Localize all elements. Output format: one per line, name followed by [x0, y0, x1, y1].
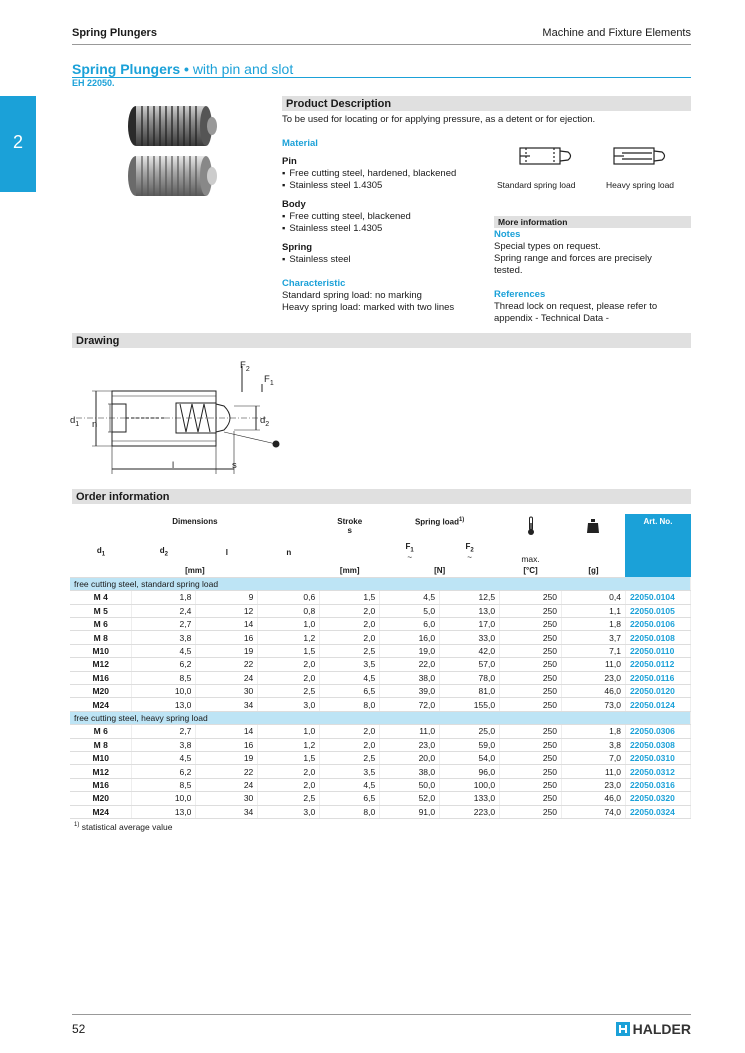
table-cell: 250 [500, 778, 562, 791]
table-cell: 6,5 [320, 685, 380, 698]
running-header-section: Machine and Fixture Elements [542, 27, 691, 39]
table-cell: 2,4 [132, 604, 196, 617]
notes-heading: Notes [494, 229, 521, 240]
article-number-link[interactable]: 22050.0324 [625, 805, 690, 818]
header-spring-load: Spring load$^{1)}$ [414, 517, 465, 527]
table-cell: 96,0 [440, 765, 500, 778]
table-cell: 2,0 [320, 604, 380, 617]
table-cell: 19 [196, 644, 258, 657]
table-cell: M 8 [70, 738, 132, 751]
table-row [70, 671, 691, 684]
table-cell: 250 [500, 658, 562, 671]
body-item: ▪ Free cutting steel, blackened [282, 211, 487, 223]
notes-line: Special types on request. [494, 241, 601, 252]
material-block [282, 138, 487, 314]
table-cell: M12 [70, 658, 132, 671]
header-dimensions: Dimensions [172, 517, 218, 526]
table-row [70, 644, 691, 657]
table-row [70, 792, 691, 805]
references-line: Thread lock on request, please refer to [494, 301, 658, 312]
table-cell: M12 [70, 765, 132, 778]
table-row [70, 778, 691, 791]
article-number-link[interactable]: 22050.0106 [625, 618, 690, 631]
table-cell: 1,5 [258, 751, 320, 764]
table-cell: 13,0 [132, 805, 196, 818]
table-cell: 250 [500, 591, 562, 604]
table-cell: 25,0 [440, 725, 500, 738]
table-cell: 6,2 [132, 765, 196, 778]
table-cell: 8,5 [132, 778, 196, 791]
chapter-tab[interactable]: 2 [0, 96, 36, 192]
table-cell: 23,0 [380, 738, 440, 751]
header-n: n [286, 547, 292, 557]
spring-heading: Spring [282, 242, 313, 253]
article-number-link[interactable]: 22050.0310 [625, 751, 690, 764]
table-cell: 22 [196, 765, 258, 778]
label-l: l [172, 460, 175, 471]
table-cell: 250 [500, 671, 562, 684]
material-heading: Material [282, 138, 318, 149]
table-row [70, 604, 691, 617]
footer-rule [72, 1014, 691, 1015]
product-photo [118, 98, 233, 206]
table-cell: 2,0 [258, 765, 320, 778]
more-information-block [494, 229, 691, 325]
table-cell: M 5 [70, 604, 132, 617]
table-cell: 54,0 [440, 751, 500, 764]
table-cell: 4,5 [132, 644, 196, 657]
table-cell: 8,0 [320, 698, 380, 711]
table-cell: 81,0 [440, 685, 500, 698]
header-f1: $F_1$ ~ [405, 541, 414, 563]
table-cell: 3,0 [258, 805, 320, 818]
table-cell: M 6 [70, 618, 132, 631]
header-rule [72, 44, 691, 45]
brand-name: HALDER [632, 1021, 691, 1037]
table-cell: 1,2 [258, 738, 320, 751]
table-cell: 12 [196, 604, 258, 617]
table-cell: 46,0 [562, 792, 626, 805]
table-cell: 2,0 [258, 671, 320, 684]
table-cell: 3,5 [320, 658, 380, 671]
table-cell: 250 [500, 604, 562, 617]
notes-line: Spring range and forces are precisely [494, 253, 652, 264]
standard-load-caption: Standard spring load [497, 180, 576, 190]
table-row [70, 698, 691, 711]
group-header-row [70, 711, 691, 724]
table-row [70, 658, 691, 671]
table-cell: M 8 [70, 631, 132, 644]
product-code: EH 22050. [72, 78, 115, 88]
table-cell: 7,1 [562, 644, 626, 657]
table-cell: 2,7 [132, 618, 196, 631]
table-cell: 3,8 [132, 738, 196, 751]
article-number-link[interactable]: 22050.0320 [625, 792, 690, 805]
table-cell: 59,0 [440, 738, 500, 751]
table-cell: 11,0 [380, 725, 440, 738]
table-cell: 39,0 [380, 685, 440, 698]
table-cell: M10 [70, 751, 132, 764]
table-cell: 72,0 [380, 698, 440, 711]
table-cell: 4,5 [320, 671, 380, 684]
order-table-body [70, 577, 691, 818]
table-cell: M16 [70, 778, 132, 791]
header-d1: $d_1$ [96, 546, 106, 558]
table-footnote: $^{1)}$ statistical average value [74, 821, 173, 832]
table-header-row-2 [70, 540, 691, 564]
notes-line: tested. [494, 265, 523, 276]
table-cell: 1,5 [258, 644, 320, 657]
table-cell: 1,5 [320, 591, 380, 604]
table-cell: 16 [196, 631, 258, 644]
pin-item: ▪ Stainless steel 1.4305 [282, 180, 487, 192]
table-cell: 2,5 [320, 751, 380, 764]
table-cell: M20 [70, 685, 132, 698]
heavy-load-icon [614, 148, 665, 164]
table-cell: 0,4 [562, 591, 626, 604]
table-cell: 74,0 [562, 805, 626, 818]
table-cell: 14 [196, 618, 258, 631]
label-n: n [92, 419, 98, 430]
table-row [70, 631, 691, 644]
table-cell: 24 [196, 778, 258, 791]
table-row [70, 618, 691, 631]
more-information-heading: More information [494, 216, 691, 228]
table-cell: 3,7 [562, 631, 626, 644]
table-cell: 13,0 [132, 698, 196, 711]
spring-load-marking-icons [518, 143, 690, 171]
table-cell: 1,8 [562, 725, 626, 738]
table-cell: 2,0 [320, 618, 380, 631]
table-cell: 9 [196, 591, 258, 604]
table-cell: M 6 [70, 725, 132, 738]
header-max: max. [521, 554, 540, 564]
table-cell: 2,0 [258, 658, 320, 671]
table-cell: 1,8 [132, 591, 196, 604]
table-cell: 20,0 [380, 751, 440, 764]
group-label: free cutting steel, standard spring load [70, 577, 691, 590]
table-cell: 250 [500, 725, 562, 738]
table-cell: 33,0 [440, 631, 500, 644]
table-cell: 250 [500, 805, 562, 818]
table-header-row-1 [70, 514, 691, 540]
table-row [70, 725, 691, 738]
table-cell: 14 [196, 725, 258, 738]
table-cell: M10 [70, 644, 132, 657]
table-row [70, 751, 691, 764]
table-cell: 250 [500, 738, 562, 751]
label-f1: $F_1$ [264, 374, 274, 387]
temperature-icon [500, 514, 562, 540]
article-number-link[interactable]: 22050.0112 [625, 658, 690, 671]
label-s: s [232, 460, 237, 471]
table-cell: 6,5 [320, 792, 380, 805]
table-cell: 250 [500, 792, 562, 805]
references-line: appendix - Technical Data - [494, 313, 609, 324]
table-cell: 3,8 [132, 631, 196, 644]
table-cell: 3,0 [258, 698, 320, 711]
title-sub: with pin and slot [192, 61, 294, 77]
table-cell: 6,2 [132, 658, 196, 671]
article-number-link[interactable]: 22050.0108 [625, 631, 690, 644]
table-cell: 4,5 [380, 591, 440, 604]
header-unit-C: [°C] [500, 564, 562, 577]
product-description-heading: Product Description [282, 96, 691, 111]
table-cell: 4,5 [132, 751, 196, 764]
table-cell: 250 [500, 765, 562, 778]
group-label: free cutting steel, heavy spring load [70, 711, 691, 724]
header-unit-g: [g] [562, 564, 626, 577]
table-cell: 5,0 [380, 604, 440, 617]
header-unit-stroke-mm: [mm] [320, 564, 380, 577]
title-rule [72, 77, 691, 78]
article-number-link[interactable]: 22050.0110 [625, 644, 690, 657]
table-cell: 24 [196, 671, 258, 684]
table-cell: 3,8 [562, 738, 626, 751]
table-row [70, 738, 691, 751]
table-cell: 30 [196, 685, 258, 698]
header-art-no: Art. No. [625, 514, 690, 577]
table-cell: M24 [70, 698, 132, 711]
table-cell: 57,0 [440, 658, 500, 671]
label-d2: $d_2$ [260, 415, 270, 428]
header-stroke: Stroke s [337, 517, 363, 535]
table-cell: 19,0 [380, 644, 440, 657]
table-cell: 250 [500, 618, 562, 631]
table-cell: 34 [196, 698, 258, 711]
table-cell: 16 [196, 738, 258, 751]
running-header-title: Spring Plungers [72, 27, 157, 39]
characteristic-line: Standard spring load: no marking [282, 290, 422, 301]
table-cell: M16 [70, 671, 132, 684]
table-cell: 8,0 [320, 805, 380, 818]
header-d2: $d_2$ [159, 546, 169, 558]
header-unit-mm: [mm] [70, 564, 320, 577]
table-cell: 2,0 [320, 738, 380, 751]
order-table-wrapper [70, 514, 691, 832]
table-cell: 52,0 [380, 792, 440, 805]
table-cell: 1,0 [258, 725, 320, 738]
table-row [70, 685, 691, 698]
table-cell: 12,5 [440, 591, 500, 604]
references-heading: References [494, 289, 546, 300]
order-information-heading: Order information [72, 489, 691, 504]
pin-heading: Pin [282, 156, 297, 167]
page-title [72, 61, 293, 77]
header-f2: $F_2$ ~ [465, 541, 474, 563]
spring-item: ▪ Stainless steel [282, 254, 487, 266]
table-cell: 73,0 [562, 698, 626, 711]
table-cell: 1,1 [562, 604, 626, 617]
header-l: l [225, 547, 228, 557]
table-cell: 250 [500, 698, 562, 711]
halder-logo-icon [616, 1022, 630, 1036]
table-cell: 250 [500, 631, 562, 644]
table-cell: M24 [70, 805, 132, 818]
table-cell: 23,0 [562, 671, 626, 684]
article-number-link[interactable]: 22050.0124 [625, 698, 690, 711]
table-cell: 2,5 [258, 685, 320, 698]
table-cell: 223,0 [440, 805, 500, 818]
table-cell: 1,8 [562, 618, 626, 631]
table-cell: 34 [196, 805, 258, 818]
table-cell: 16,0 [380, 631, 440, 644]
order-table [70, 514, 691, 819]
article-number-link[interactable]: 22050.0120 [625, 685, 690, 698]
table-cell: 38,0 [380, 765, 440, 778]
brand-logo [616, 1021, 691, 1037]
article-number-link[interactable]: 22050.0116 [625, 671, 690, 684]
table-cell: 2,0 [320, 725, 380, 738]
article-number-link[interactable]: 22050.0306 [625, 725, 690, 738]
table-cell: M20 [70, 792, 132, 805]
table-cell: 250 [500, 644, 562, 657]
label-d1: $d_1$ [70, 415, 80, 428]
table-cell: 10,0 [132, 792, 196, 805]
table-cell: 46,0 [562, 685, 626, 698]
table-cell: 100,0 [440, 778, 500, 791]
standard-load-icon [520, 148, 571, 164]
table-cell: 4,5 [320, 778, 380, 791]
table-cell: 10,0 [132, 685, 196, 698]
table-cell: 1,2 [258, 631, 320, 644]
table-cell: M 4 [70, 591, 132, 604]
weight-icon [562, 514, 626, 540]
characteristic-heading: Characteristic [282, 278, 346, 289]
table-row [70, 805, 691, 818]
table-cell: 2,5 [258, 792, 320, 805]
table-cell: 155,0 [440, 698, 500, 711]
table-cell: 2,7 [132, 725, 196, 738]
heavy-load-caption: Heavy spring load [606, 180, 675, 190]
page-number: 52 [72, 1022, 86, 1036]
table-header-row-3 [70, 564, 691, 577]
table-row [70, 765, 691, 778]
table-cell: 8,5 [132, 671, 196, 684]
table-cell: 133,0 [440, 792, 500, 805]
body-heading: Body [282, 199, 306, 210]
table-cell: 38,0 [380, 671, 440, 684]
table-cell: 23,0 [562, 778, 626, 791]
table-cell: 22,0 [380, 658, 440, 671]
table-cell: 42,0 [440, 644, 500, 657]
article-number-link[interactable]: 22050.0316 [625, 778, 690, 791]
table-cell: 19 [196, 751, 258, 764]
characteristic-line: Heavy spring load: marked with two lines [282, 302, 455, 313]
article-number-link[interactable]: 22050.0104 [625, 591, 690, 604]
article-number-link[interactable]: 22050.0312 [625, 765, 690, 778]
table-cell: 7,0 [562, 751, 626, 764]
table-cell: 2,5 [320, 644, 380, 657]
table-cell: 6,0 [380, 618, 440, 631]
table-cell: 1,0 [258, 618, 320, 631]
table-cell: 22 [196, 658, 258, 671]
table-cell: 17,0 [440, 618, 500, 631]
table-cell: 78,0 [440, 671, 500, 684]
body-item: ▪ Stainless steel 1.4305 [282, 223, 487, 235]
table-cell: 250 [500, 685, 562, 698]
article-number-link[interactable]: 22050.0105 [625, 604, 690, 617]
group-header-row [70, 577, 691, 590]
pin-item: ▪ Free cutting steel, hardened, blackened [282, 168, 487, 180]
table-cell: 13,0 [440, 604, 500, 617]
table-cell: 0,8 [258, 604, 320, 617]
table-cell: 3,5 [320, 765, 380, 778]
table-cell: 250 [500, 751, 562, 764]
table-cell: 91,0 [380, 805, 440, 818]
table-cell: 2,0 [320, 631, 380, 644]
description-intro: To be used for locating or for applying pressure, as a detent or for ejection. [282, 114, 596, 125]
table-row [70, 591, 691, 604]
table-cell: 50,0 [380, 778, 440, 791]
table-cell: 0,6 [258, 591, 320, 604]
table-cell: 2,0 [258, 778, 320, 791]
table-cell: 11,0 [562, 765, 626, 778]
table-cell: 11,0 [562, 658, 626, 671]
label-f2: $F_2$ [240, 360, 250, 373]
title-main: Spring Plungers • [72, 61, 189, 77]
header-unit-N: [N] [380, 564, 500, 577]
article-number-link[interactable]: 22050.0308 [625, 738, 690, 751]
drawing-heading: Drawing [72, 333, 691, 348]
table-cell: 30 [196, 792, 258, 805]
